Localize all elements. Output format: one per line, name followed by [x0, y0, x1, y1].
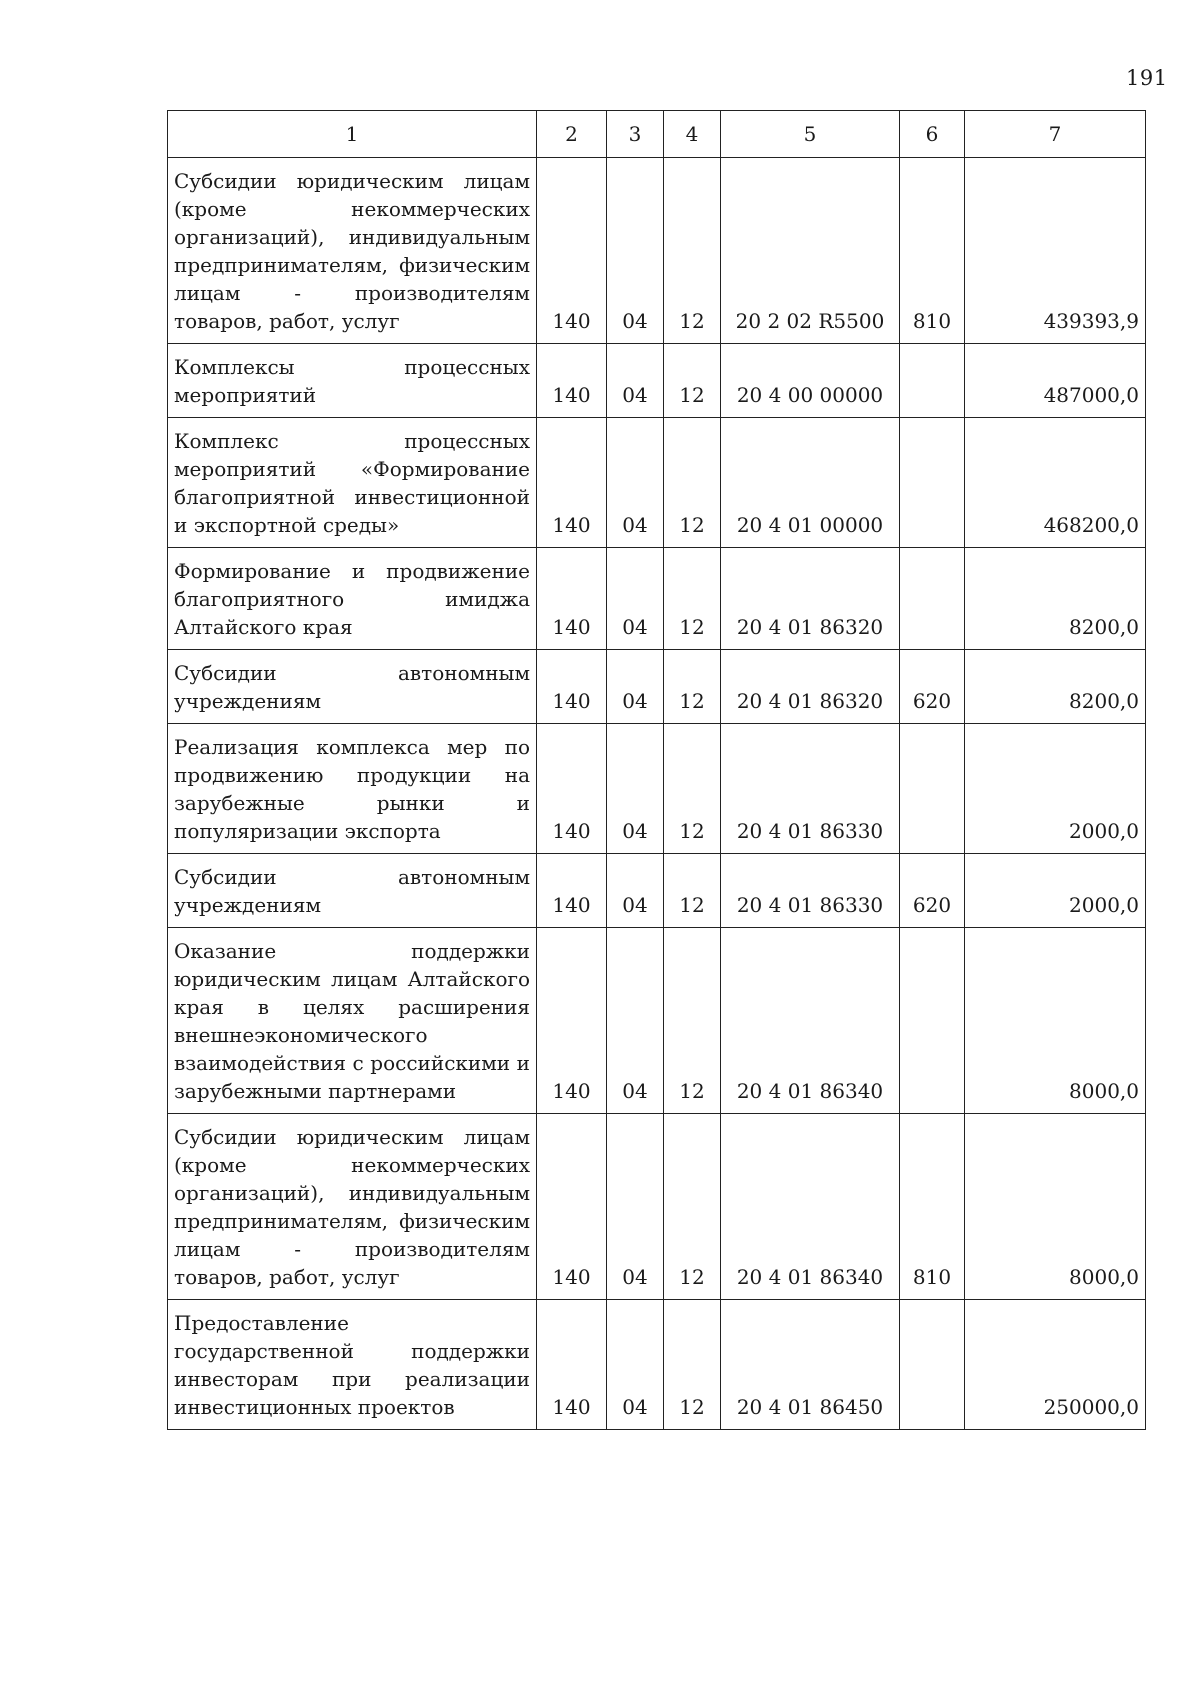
table-row — [168, 418, 1146, 548]
table-row — [168, 650, 1146, 724]
budget-table — [167, 110, 1146, 1430]
row-description: Реализация комплекса мер по продвижению продукции на зарубежные рынки и популяризации экспорта — [168, 724, 537, 854]
cell-amount: 2000,0 — [965, 854, 1146, 928]
cell-col2: 140 — [537, 1300, 607, 1430]
cell-col6: 810 — [900, 158, 965, 344]
cell-col2: 140 — [537, 928, 607, 1114]
table-row — [168, 724, 1146, 854]
cell-amount: 468200,0 — [965, 418, 1146, 548]
cell-col3: 04 — [607, 548, 664, 650]
cell-col2: 140 — [537, 854, 607, 928]
cell-col3: 04 — [607, 1114, 664, 1300]
cell-col5: 20 4 01 00000 — [721, 418, 900, 548]
cell-col5: 20 4 01 86320 — [721, 650, 900, 724]
page-number: 191 — [1126, 66, 1168, 90]
row-description: Субсидии юридическим лицам (кроме некоммерческих организаций), индивидуальным предпринимателям, физическим лицам - производителям товаров, работ, услуг — [168, 1114, 537, 1300]
table-row — [168, 1300, 1146, 1430]
cell-col3: 04 — [607, 724, 664, 854]
cell-col5: 20 2 02 R5500 — [721, 158, 900, 344]
cell-col4: 12 — [664, 1300, 721, 1430]
cell-col3: 04 — [607, 854, 664, 928]
cell-col2: 140 — [537, 344, 607, 418]
cell-col2: 140 — [537, 418, 607, 548]
cell-col4: 12 — [664, 650, 721, 724]
cell-col3: 04 — [607, 1300, 664, 1430]
row-description: Субсидии автономным учреждениям — [168, 650, 537, 724]
column-header: 2 — [537, 111, 607, 158]
cell-col6 — [900, 344, 965, 418]
table-row — [168, 1114, 1146, 1300]
cell-col3: 04 — [607, 650, 664, 724]
cell-col3: 04 — [607, 928, 664, 1114]
cell-col4: 12 — [664, 854, 721, 928]
cell-col6 — [900, 1300, 965, 1430]
row-description: Формирование и продвижение благоприятного имиджа Алтайского края — [168, 548, 537, 650]
column-header: 4 — [664, 111, 721, 158]
cell-amount: 8200,0 — [965, 650, 1146, 724]
cell-col4: 12 — [664, 158, 721, 344]
cell-col2: 140 — [537, 158, 607, 344]
column-header: 5 — [721, 111, 900, 158]
table-header-row — [168, 111, 1146, 158]
cell-amount: 8000,0 — [965, 1114, 1146, 1300]
cell-col4: 12 — [664, 548, 721, 650]
column-header: 7 — [965, 111, 1146, 158]
cell-col4: 12 — [664, 928, 721, 1114]
cell-col2: 140 — [537, 650, 607, 724]
cell-col5: 20 4 01 86330 — [721, 724, 900, 854]
row-description: Субсидии юридическим лицам (кроме некоммерческих организаций), индивидуальным предпринимателям, физическим лицам - производителям товаров, работ, услуг — [168, 158, 537, 344]
cell-col6 — [900, 418, 965, 548]
table-row — [168, 548, 1146, 650]
row-description: Комплексы процессных мероприятий — [168, 344, 537, 418]
column-header: 3 — [607, 111, 664, 158]
column-header: 1 — [168, 111, 537, 158]
table-row — [168, 854, 1146, 928]
cell-col5: 20 4 01 86320 — [721, 548, 900, 650]
cell-col4: 12 — [664, 344, 721, 418]
cell-col4: 12 — [664, 724, 721, 854]
cell-amount: 8000,0 — [965, 928, 1146, 1114]
cell-amount: 2000,0 — [965, 724, 1146, 854]
cell-col3: 04 — [607, 344, 664, 418]
cell-amount: 250000,0 — [965, 1300, 1146, 1430]
cell-col6 — [900, 548, 965, 650]
cell-amount: 439393,9 — [965, 158, 1146, 344]
cell-col5: 20 4 01 86340 — [721, 1114, 900, 1300]
cell-col5: 20 4 01 86330 — [721, 854, 900, 928]
cell-col2: 140 — [537, 724, 607, 854]
cell-col6: 810 — [900, 1114, 965, 1300]
cell-col4: 12 — [664, 418, 721, 548]
cell-col4: 12 — [664, 1114, 721, 1300]
row-description: Оказание поддержки юридическим лицам Алтайского края в целях расширения внешнеэкономического взаимодействия с российскими и зарубежными партнерами — [168, 928, 537, 1114]
cell-col5: 20 4 00 00000 — [721, 344, 900, 418]
table-row — [168, 344, 1146, 418]
cell-amount: 8200,0 — [965, 548, 1146, 650]
column-header: 6 — [900, 111, 965, 158]
cell-col5: 20 4 01 86340 — [721, 928, 900, 1114]
cell-col6: 620 — [900, 854, 965, 928]
cell-col5: 20 4 01 86450 — [721, 1300, 900, 1430]
cell-col6: 620 — [900, 650, 965, 724]
row-description: Комплекс процессных мероприятий «Формирование благоприятной инвестиционной и экспортной среды» — [168, 418, 537, 548]
cell-col2: 140 — [537, 1114, 607, 1300]
cell-col2: 140 — [537, 548, 607, 650]
cell-amount: 487000,0 — [965, 344, 1146, 418]
row-description: Предоставление государственной поддержки инвесторам при реализации инвестиционных проектов — [168, 1300, 537, 1430]
row-description: Субсидии автономным учреждениям — [168, 854, 537, 928]
cell-col3: 04 — [607, 418, 664, 548]
cell-col6 — [900, 928, 965, 1114]
cell-col6 — [900, 724, 965, 854]
table-row — [168, 158, 1146, 344]
table-row — [168, 928, 1146, 1114]
cell-col3: 04 — [607, 158, 664, 344]
